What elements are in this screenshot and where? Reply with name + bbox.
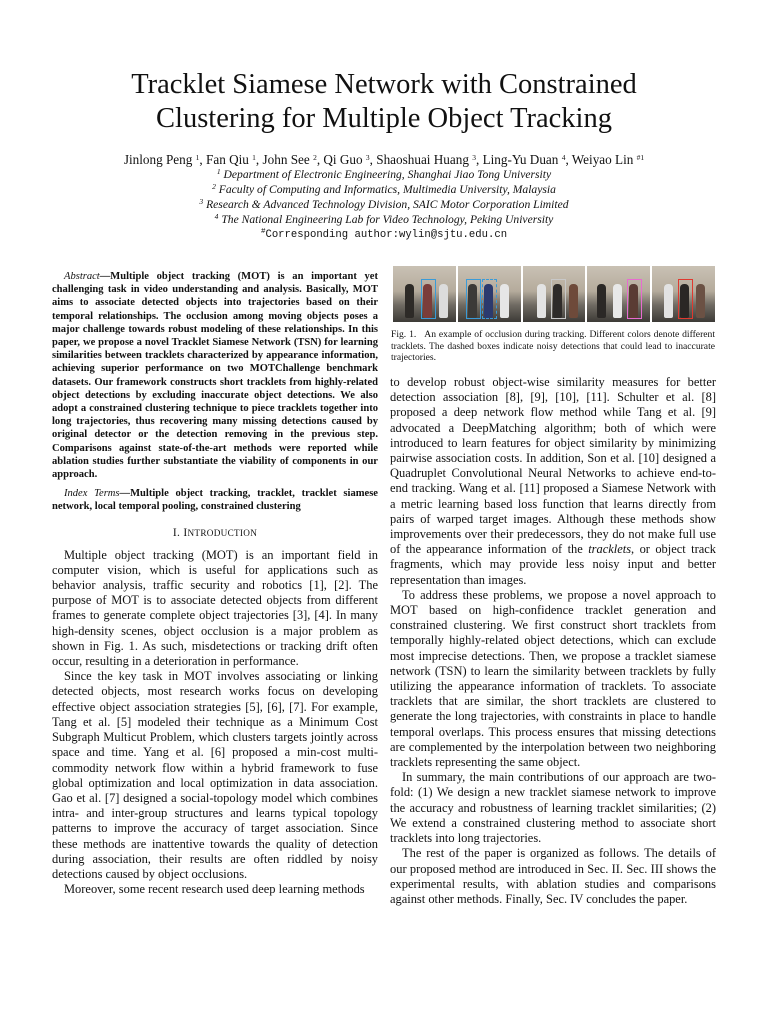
author-name: Qi Guo [323, 152, 363, 167]
affiliation-sup: 3 [199, 197, 204, 206]
tracklet-box [421, 279, 436, 319]
tracklet-box [627, 279, 642, 319]
author-list: Jinlong Peng $^1$, Fan Qiu $^1$, John See $^2$, Qi Guo $^3$, Shaoshuai Huang $^3$, Ling-Yu Duan $^4$, Weiyao Lin $^{\#1}$ [123, 152, 645, 167]
left-column [52, 270, 378, 897]
affiliation-text: Department of Electronic Engineering, Shanghai Jiao Tong University [223, 168, 552, 181]
video-frame [587, 266, 650, 322]
corresponding-author [40, 228, 728, 242]
person-silhouette [537, 284, 546, 318]
author-name: Fan Qiu [206, 152, 249, 167]
author-sup: 2 [313, 153, 317, 162]
italic-term: tracklets [588, 542, 632, 557]
abstract-text: —Multiple object tracking (MOT) is an important yet challenging task in video understanding and analysis. Basically, MOT aims to associate detected objects into trajectories based on their temporal relationships. The occlusion among moving objects poses a major challenge towards robust modeling of these relationships. In this paper, we propose a novel Tracklet Siamese Network (TSN) for learning similarities between tracklets characterized by appearance information, achieving superior performance on two MOTChallenge benchmark datasets. Our framework constructs short tracklets from highly-related object detections by excluding inaccurate object detections. We also adopt a constrained clustering technique to piece tracklets together into long trajectories, thus recovering many missing detections caused by original detector or the detection removing in the previous step. Comparisons against state-of-the-art methods were reported while ablation studies further substantiate the viability of components in our approach. [52, 271, 378, 481]
paragraph [390, 770, 716, 846]
author-name: Weiyao Lin [571, 152, 634, 167]
author-sup: 1 [252, 153, 256, 162]
author-sup: 3 [472, 153, 476, 162]
video-frame [652, 266, 715, 322]
author-sup: #1 [636, 153, 645, 162]
person-silhouette [569, 284, 578, 318]
paragraph [390, 375, 716, 588]
paragraph: Moreover, some recent research used deep learning methods [64, 882, 365, 897]
author-name: Ling-Yu Duan [482, 152, 559, 167]
paragraph [390, 588, 716, 770]
paragraph-text: The rest of the paper is organized as follows. The details of our proposed method are introduced in Sec. II. Sec. III shows the experimental results, with ablation studies and comparisons against other methods. Finally, Sec. IV concludes the paper. [390, 846, 716, 906]
paragraph-text: In summary, the main contributions of our approach are two-fold: (1) We design a new tracklet siamese network to improve the accuracy and robustness of learning tracklet similarities; (2) We extend a constrained clustering method to associate short tracklets into long trajectories. [390, 770, 716, 846]
index-terms [52, 487, 378, 513]
corresponding-sup: # [260, 228, 266, 236]
affiliation [40, 183, 728, 197]
person-silhouette [439, 284, 448, 318]
section-title-initial: I [183, 526, 188, 539]
person-silhouette [696, 284, 705, 318]
section-number: I. [172, 526, 181, 539]
person-silhouette [664, 284, 673, 318]
figure-1 [393, 266, 715, 326]
noisy-detection-box [482, 279, 497, 319]
corresponding-text: Corresponding author:wylin@sjtu.edu.cn [265, 229, 508, 241]
affiliation-sup: 2 [212, 182, 216, 191]
affiliation-text: Research & Advanced Technology Division, SAIC Motor Corporation Limited [206, 198, 569, 211]
affiliation [40, 198, 728, 212]
figure-caption-text: An example of occlusion during tracking. Different colors denote different tracklets. The dashed boxes indicate noisy detections that could lead to inaccurate trajectories. [391, 329, 715, 364]
abstract [52, 270, 378, 481]
affiliation-sup: 4 [214, 212, 219, 221]
affiliation [40, 213, 728, 227]
title-line: Clustering for Multiple Object Tracking [156, 103, 612, 134]
author-name: John See [262, 152, 310, 167]
section-heading [52, 526, 378, 541]
paragraph [390, 846, 716, 907]
index-terms-text: —Multiple object tracking, tracklet, tracklet siamese network, local temporal pooling, constrained clustering [52, 488, 378, 513]
author-name: Shaoshuai Huang [376, 152, 469, 167]
affiliation-text: The National Engineering Lab for Video Technology, Peking University [221, 213, 554, 226]
affiliation [40, 168, 728, 182]
paragraph-text: To address these problems, we propose a novel approach to MOT based on high-confidence tracklet generation and constrained clustering. We first construct short tracklets from temporally highly-related object detections, which can exclude most imprecise detections. Then, we propose a tracklet siamese network (TSN) to learn the similarity between tracklets by fully utilizing the appearance information of tracklets. To associate tracklets that are similar, the short tracklets are clustered to generate the long trajectories, with constraints in place to handle temporal overlaps. This process ensures that missing detections are complemented by the interpolation between two neighboring tracklets representing the same object. [390, 587, 716, 770]
paragraph: Multiple object tracking (MOT) is an important field in computer vision, which is useful for applications such as behavior analysis, traffic security and robotics [1], [2]. The purpose of MOT is to associate detected objects from different frames to generate complete object trajectories [3], [4]. In many high-density scenes, object occlusion is a major problem as shown in Fig. 1. As such, misdetections or tracking drift often occur, resulting in a deterioration in performance. [52, 547, 378, 669]
person-silhouette [405, 284, 414, 318]
affiliation-sup: 1 [216, 167, 221, 176]
person-silhouette [500, 284, 509, 318]
index-terms-label: Index Terms [64, 488, 120, 500]
author-sup: 4 [561, 153, 566, 162]
author-name: Jinlong Peng [123, 152, 193, 167]
paragraph: Since the key task in MOT involves associating or linking detected objects, most research works focus on developing effective object association strategies [5], [6], [7]. For example, Tang et al. [5] modeled their technique as a Minimum Cost Subgraph Multicut Problem, which clusters targets jointly across space and time. Yang et al. [6] proposed a min-cost multi-commodity network flow within a hybrid framework to fuse global optimization and local optimization in data association. Gao et al. [7] designed a social-topology model which combines intra- and inter-group structures and learns typical topology patterns to improve the accuracy of target association. Since these methods are inattentive towards the quality of detection during association, their results are often riddled by noisy detections caused by object occlusions. [52, 669, 378, 881]
paragraph-text: , or object track fragments, which may provide less noisy input and better representation than images. [390, 542, 716, 587]
author-sup: 3 [365, 153, 370, 162]
abstract-label: Abstract [64, 271, 100, 282]
paragraph-text: to develop robust object-wise similarity measures for better detection association [8], [9], [10], [11]. Schulter et al. [8] proposed a deep network flow method while Tang et al. [9] advocated a DeepMatching algorithm; both of which were introduced to learn features for object similarity by minimizing pairwise association costs. In addition, Son et al. [10] designed a Quadruplet Convolutional Neural Networks to achieve end-to-end tracking. Wang et al. [11] proposed a Siamese Network with a metric learning based loss function that learns directly from pairs of warped target images. Although these methods show improvements over their predecessors, they do not make full use of the appearance information of the [390, 375, 716, 557]
video-frame [458, 266, 521, 322]
video-frame [523, 266, 586, 322]
right-column [390, 375, 716, 907]
affiliation-text: Faculty of Computing and Informatics, Multimedia University, Malaysia [218, 183, 556, 196]
person-silhouette [613, 284, 622, 318]
tracklet-box [466, 279, 481, 319]
author-sup: 1 [195, 153, 200, 162]
tracklet-box [678, 279, 693, 319]
figure-label: Fig. 1. [391, 329, 417, 340]
section-title-rest: NTRODUCTION [187, 527, 258, 538]
tracklet-box [551, 279, 566, 319]
figure-caption [391, 329, 715, 364]
paper-title [40, 68, 728, 136]
video-frame [393, 266, 456, 322]
person-silhouette [597, 284, 606, 318]
title-line: Tracklet Siamese Network with Constrained [131, 69, 637, 100]
